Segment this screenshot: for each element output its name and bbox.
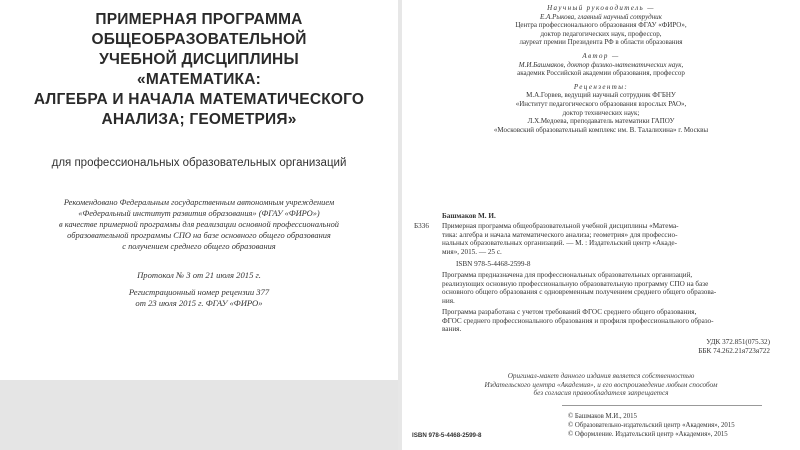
catalog-bbk: ББК 74.262.21я723я722 bbox=[698, 347, 770, 355]
title-line: УЧЕБНОЙ ДИСЦИПЛИНЫ bbox=[99, 51, 299, 68]
paragraph-line: основного общего образования с одновременным получением среднего общего образова- bbox=[442, 288, 717, 297]
copyright-line: © Образовательно-издательский центр «Академия», 2015 bbox=[568, 422, 735, 429]
author-heading: Автор — bbox=[582, 51, 620, 60]
left-page bbox=[0, 0, 398, 380]
recommendation-line: образовательной программы СПО на базе основного общего образования bbox=[67, 231, 331, 240]
paragraph-line: Программа разработана с учетом требований ФГОС среднего общего образования, bbox=[442, 308, 697, 316]
catalog-udk: УДК 372.851(075.32) bbox=[706, 338, 770, 346]
paragraph-line: ФГОС среднего профессионального образования и профиля профессионального образо- bbox=[442, 316, 714, 325]
registration-text bbox=[0, 287, 398, 309]
author-detail: академик Российской академии образования, профессор bbox=[517, 69, 685, 78]
supervisor-name: Е.А.Рыкова, главный научный сотрудник bbox=[540, 12, 662, 21]
reviewer-line: Л.Х.Медоева, преподаватель математики ГАПОУ bbox=[527, 117, 675, 126]
paragraph-line: вания. bbox=[442, 325, 462, 334]
catalog-paragraph bbox=[442, 271, 786, 305]
title-line: «МАТЕМАТИКА: bbox=[137, 71, 261, 88]
background-strip bbox=[0, 380, 398, 450]
registration-line: Регистрационный номер рецензии 377 bbox=[128, 287, 270, 297]
supervisor-heading: Научный руководитель — bbox=[547, 4, 655, 12]
copyright-line: © Оформление. Издательский центр «Академия», 2015 bbox=[568, 431, 728, 438]
author-name: М.И.Башмаков, доктор физико-математических наук, bbox=[518, 60, 684, 69]
reviewer-line: М.А.Горвев, ведущий научный сотрудник ФГБНУ bbox=[526, 91, 676, 100]
reviewer-line: «Институт педагогического образования взрослых РАО», bbox=[515, 99, 687, 108]
description-line: мия», 2015. — 25 с. bbox=[442, 247, 502, 256]
reviewer-line: «Московский образовательный комплекс им. В. Талалихина» г. Москвы bbox=[493, 125, 709, 134]
title-line: АНАЛИЗА; ГЕОМЕТРИЯ» bbox=[101, 111, 297, 128]
paragraph-line: ния. bbox=[442, 296, 455, 305]
copyright-block bbox=[568, 412, 735, 439]
supervisor-detail: доктор педагогических наук, профессор, bbox=[540, 29, 662, 38]
rights-line: Оригинал-макет данного издания является собственностью bbox=[507, 372, 695, 380]
paragraph-line: реализующих основную профессиональную образовательную программу СПО на базе bbox=[442, 279, 709, 288]
rights-line: без согласия правообладателя запрещается bbox=[533, 389, 669, 398]
divider bbox=[562, 405, 762, 406]
catalog-isbn: ISBN 978-5-4468-2599-8 bbox=[456, 260, 531, 268]
catalog-code: Б336 bbox=[414, 222, 429, 230]
title-line: ОБЩЕОБРАЗОВАТЕЛЬНОЙ bbox=[91, 31, 307, 48]
recommendation-text bbox=[0, 197, 398, 252]
protocol-text: Протокол № 3 от 21 июля 2015 г. bbox=[137, 270, 261, 280]
paragraph-line: Программа предназначена для профессиональных образовательных организаций, bbox=[442, 271, 693, 279]
description-line: Примерная программа общеобразовательной учебной дисциплины «Матема- bbox=[442, 222, 679, 230]
copyright-line: © Башмаков М.И., 2015 bbox=[568, 413, 637, 420]
program-title bbox=[0, 10, 398, 130]
reviewer-line: доктор технических наук; bbox=[562, 108, 640, 117]
catalog-author: Башмаков М. И. bbox=[442, 212, 496, 220]
recommendation-line: «Федеральный институт развития образования» (ФГАУ «ФИРО») bbox=[78, 209, 320, 218]
recommendation-line: с получением среднего общего образования bbox=[122, 242, 276, 251]
supervisor-detail: лауреат премии Президента РФ в области образования bbox=[519, 38, 683, 47]
rights-line: Издательского центра «Академия», и его воспроизведение любым способом bbox=[484, 380, 718, 389]
reviewers-heading: Рецензенты: bbox=[573, 82, 629, 91]
supervisor-detail: Центра профессионального образования ФГАУ «ФИРО», bbox=[515, 21, 687, 30]
recommendation-line: Рекомендовано Федеральным государственным автономным учреждением bbox=[63, 198, 335, 207]
catalog-paragraph bbox=[442, 308, 786, 334]
right-page bbox=[402, 0, 800, 450]
credits-block bbox=[402, 4, 800, 134]
registration-line: от 23 июля 2015 г. ФГАУ «ФИРО» bbox=[135, 298, 263, 308]
recommendation-line: в качестве примерной программы для реализации основной профессиональной bbox=[59, 220, 339, 229]
description-line: тика: алгебра и начала математического анализа; геометрия» для профессио- bbox=[442, 230, 678, 239]
rights-notice bbox=[402, 372, 800, 398]
isbn-footer: ISBN 978-5-4468-2599-8 bbox=[412, 432, 482, 439]
catalog-description bbox=[442, 222, 786, 256]
description-line: нальных образовательных организаций. — М. : Издательский центр «Акаде- bbox=[442, 239, 677, 248]
program-subtitle: для профессиональных образовательных организаций bbox=[51, 157, 347, 169]
title-line: АЛГЕБРА И НАЧАЛА МАТЕМАТИЧЕСКОГО bbox=[33, 91, 365, 108]
title-line: ПРИМЕРНАЯ ПРОГРАММА bbox=[95, 11, 303, 28]
